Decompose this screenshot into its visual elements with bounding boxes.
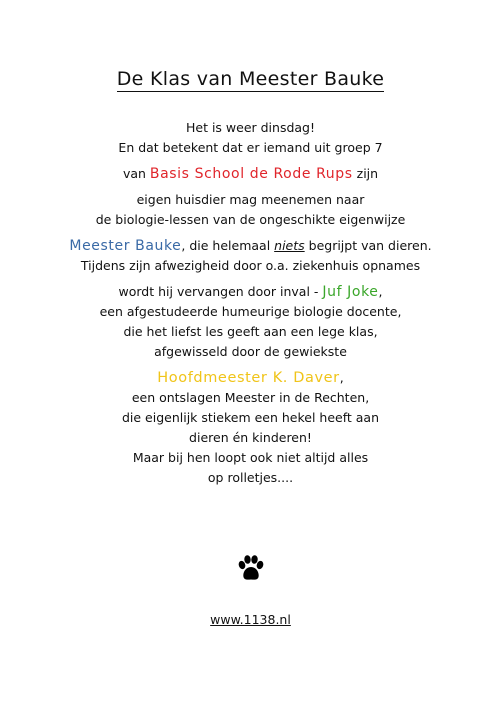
text-line: op rolletjes.... bbox=[207, 470, 294, 485]
text-line: die het liefst les geeft aan een lege klas, bbox=[123, 324, 378, 339]
text-fragment: zijn bbox=[352, 166, 379, 181]
text-line: dieren én kinderen! bbox=[189, 430, 312, 445]
text-fragment: , bbox=[339, 370, 344, 385]
text-fragment: begrijpt van dieren. bbox=[304, 238, 432, 253]
paw-icon bbox=[236, 554, 266, 584]
text-line: En dat betekent dat er iemand uit groep 7 bbox=[118, 140, 383, 155]
text-line: Maar bij hen loopt ook niet altijd alles bbox=[132, 450, 369, 465]
hoofdmeester-name: Hoofdmeester K. Daver bbox=[157, 370, 340, 386]
school-name: Basis School de Rode Rups bbox=[149, 166, 353, 182]
text-line: afgewisseld door de gewiekste bbox=[154, 344, 347, 359]
text-fragment: , bbox=[378, 284, 383, 299]
emphasis-word: niets bbox=[274, 238, 305, 253]
text-fragment: van bbox=[122, 166, 150, 181]
text-line: Het is weer dinsdag! bbox=[185, 120, 316, 135]
meester-bauke-name: Meester Bauke bbox=[69, 238, 182, 254]
text-line: Tijdens zijn afwezigheid door o.a. ziekenhuis opnames bbox=[80, 258, 421, 273]
page-title bbox=[0, 68, 501, 90]
text-line bbox=[0, 164, 501, 184]
text-line bbox=[0, 236, 501, 256]
intro-text bbox=[0, 118, 501, 488]
text-line: die eigenlijk stiekem een hekel heeft aan bbox=[121, 410, 380, 425]
text-line bbox=[0, 282, 501, 302]
page-title-text: De Klas van Meester Bauke bbox=[116, 68, 385, 90]
juf-joke-name: Juf Joke bbox=[322, 284, 379, 300]
text-line: de biologie-lessen van de ongeschikte eigenwijze bbox=[95, 212, 406, 227]
text-line: een ontslagen Meester in de Rechten, bbox=[131, 390, 370, 405]
website-link[interactable]: www.1138.nl bbox=[210, 612, 291, 627]
text-line: een afgestudeerde humeurige biologie docente, bbox=[99, 304, 402, 319]
text-line bbox=[0, 368, 501, 388]
text-fragment: wordt hij vervangen door inval - bbox=[118, 284, 323, 299]
text-line: eigen huisdier mag meenemen naar bbox=[136, 192, 365, 207]
text-fragment: , die helemaal bbox=[181, 238, 275, 253]
